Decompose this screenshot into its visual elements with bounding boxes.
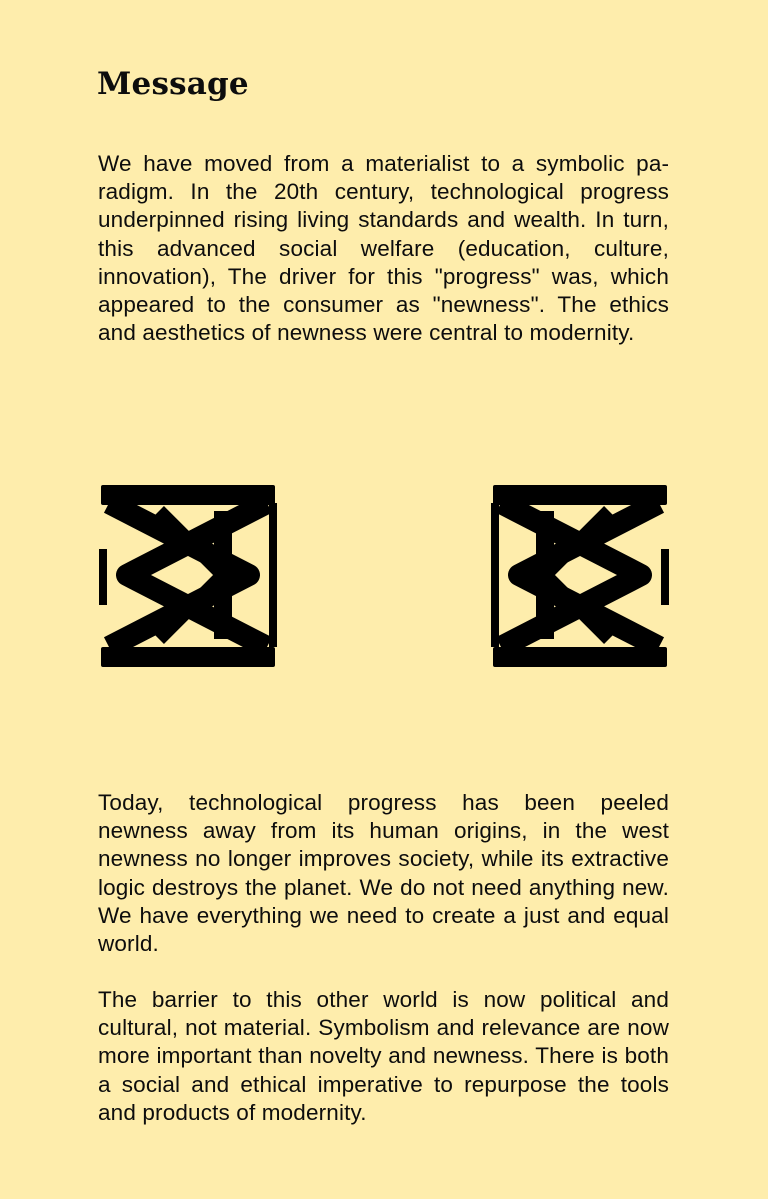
page-title: Message	[97, 66, 249, 102]
geometric-mark-right-icon	[491, 483, 669, 669]
geometric-mark-left-icon	[99, 483, 277, 669]
paragraph-today: Today, technological progress has been peeled newness away from its human origins, in the west newness no longer improves society, while its extractive logic destroys the planet. We do not need anything new. We have everything we need to create a just and equal world.	[98, 790, 669, 957]
paragraph-barrier: The barrier to this other world is now political and cultural, not material. Symbolism and relevance are now more important than novelty and newness. There is both a social and ethical imperative to repurpose the tools and products of modernity.	[98, 987, 669, 1125]
paragraph-intro: We have moved from a materialist to a symbolic paradigm. In the 20th century, technological progress underpinned rising living standards and wealth. In turn, this advanced social welfare (education, culture, innovation), The driver for this "progress" was, which appeared to the consumer as "newness". The ethics and aesthetics of newness were central to modernity.	[98, 151, 669, 346]
